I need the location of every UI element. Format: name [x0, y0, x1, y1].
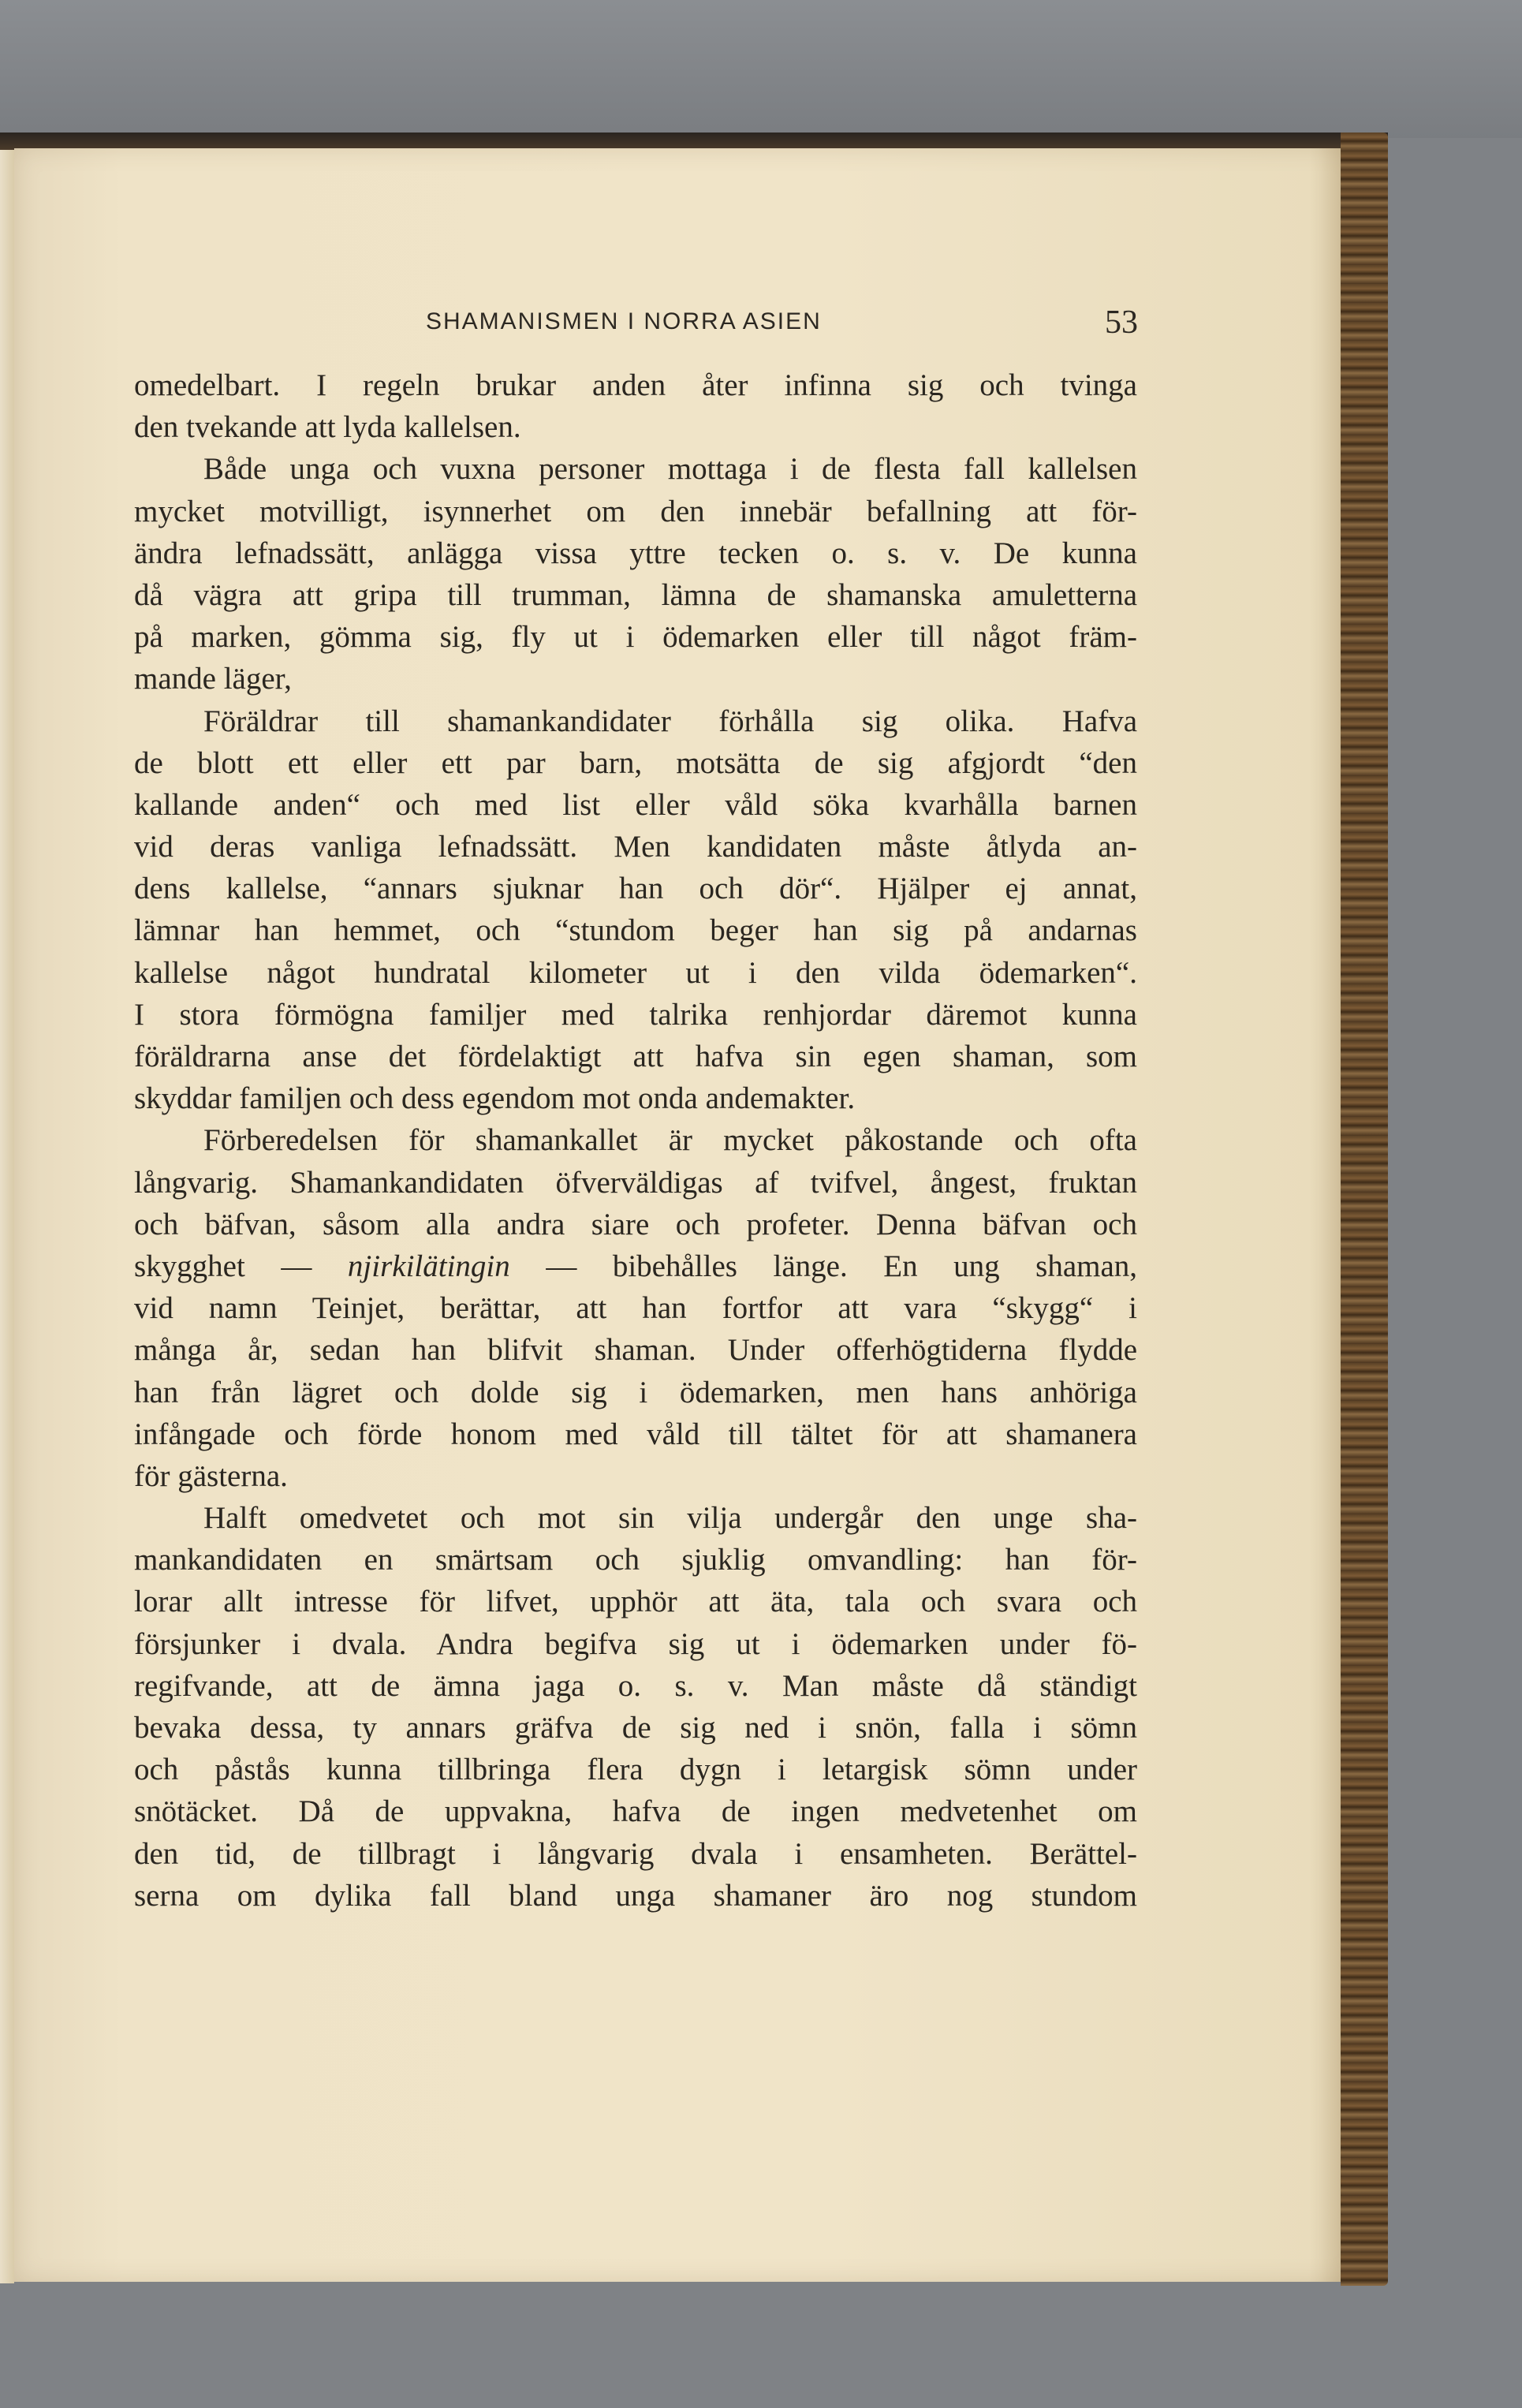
text-line: de blott ett eller ett par barn, motsätta de sig afgjordt “den [134, 745, 1137, 780]
text-line: omedelbart. I regeln brukar anden åter infinna sig och tvinga [134, 368, 1137, 402]
text-line: den tid, de tillbragt i långvarig dvala i ensamheten. Berättel- [134, 1836, 1137, 1871]
book-top-edge [0, 133, 1388, 150]
text-line: han från lägret och dolde sig i ödemarken, men hans anhöriga [134, 1375, 1137, 1409]
text-line: regifvande, att de ämna jaga o. s. v. Man måste då ständigt [134, 1668, 1137, 1703]
text-line: långvarig. Shamankandidaten öfverväldigas af tvifvel, ångest, fruktan [134, 1165, 1137, 1200]
text-line: för gästerna. [134, 1458, 288, 1493]
text-line: Föräldrar till shamankandidater förhålla sig olika. Hafva [203, 704, 1137, 738]
text-line: då vägra att gripa till trumman, lämna de shamanska amuletterna [134, 577, 1137, 612]
text-line: mycket motvilligt, isynnerhet om den innebär befallning att för- [134, 494, 1137, 528]
text-line: och påstås kunna tillbringa flera dygn i letargisk sömn under [134, 1753, 1137, 1787]
text-fragment: skygghet — [134, 1249, 312, 1283]
text-line: ändra lefnadssätt, anlägga vissa yttre tecken o. s. v. De kunna [134, 536, 1137, 570]
page-number: 53 [1105, 304, 1138, 341]
body-text [134, 364, 1137, 1917]
text-line: kallelse något hundratal kilometer ut i den vilda ödemarken“. [134, 955, 1137, 990]
text-line: skyddar familjen och dess egendom mot onda andemakter. [134, 1081, 856, 1116]
text-line: många år, sedan han blifvit shaman. Under offerhögtiderna flydde [134, 1333, 1137, 1368]
scan-background [0, 0, 1522, 138]
text-line: infångade och förde honom med våld till tältet för att shamanera [134, 1417, 1137, 1451]
text-line: Både unga och vuxna personer mottaga i de flesta fall kallelsen [203, 452, 1137, 487]
text-line: och bäfvan, såsom alla andra siare och profeter. Denna bäfvan och [134, 1207, 1137, 1241]
text-line: lorar allt intresse för lifvet, upphör att äta, tala och svara och [134, 1585, 1137, 1619]
italic-term: njirkilätingin [347, 1249, 510, 1283]
text-fragment: — bibehålles länge. En ung shaman, [546, 1249, 1137, 1283]
text-line: Förberedelsen för shamankallet är mycket påkostande och ofta [203, 1123, 1137, 1158]
text-line: på marken, gömma sig, fly ut i ödemarken eller till något främ- [134, 620, 1137, 655]
book-cover-edge [1341, 133, 1388, 2286]
text-line: föräldrarna anse det fördelaktigt att hafva sin egen shaman, som [134, 1040, 1137, 1073]
text-line: dens kallelse, “annars sjuknar han och dör“. Hjälper ej annat, [134, 872, 1137, 906]
text-line: försjunker i dvala. Andra begifva sig ut i ödemarken under fö- [134, 1626, 1137, 1661]
text-line: vid namn Teinjet, berättar, att han fortfor att vara “skygg“ i [134, 1291, 1137, 1326]
text-line: mankandidaten en smärtsam och sjuklig omvandling: han för- [134, 1543, 1137, 1577]
text-line: Halft omedvetet och mot sin vilja undergår den unge sha- [203, 1501, 1137, 1536]
running-head: SHAMANISMEN I NORRA ASIEN [426, 308, 822, 334]
text-line: serna om dylika fall bland unga shamaner äro nog stundom [134, 1878, 1137, 1913]
text-line-italic [134, 1245, 1137, 1287]
page-header [132, 304, 1138, 343]
text-line: snötäcket. Då de uppvakna, hafva de ingen medvetenhet om [134, 1794, 1137, 1829]
left-page-edge [0, 150, 14, 2283]
text-line: kallande anden“ och med list eller våld söka kvarhålla barnen [134, 787, 1137, 822]
text-line: I stora förmögna familjer med talrika renhjordar däremot kunna [134, 997, 1137, 1032]
text-line: lämnar han hemmet, och “stundom beger han sig på andarnas [134, 913, 1137, 948]
text-line: mande läger, [134, 662, 292, 696]
text-line: den tvekande att lyda kallelsen. [134, 410, 521, 445]
text-line: bevaka dessa, ty annars gräfva de sig ned i snön, falla i sömn [134, 1711, 1137, 1745]
text-line: vid deras vanliga lefnadssätt. Men kandidaten måste åtlyda an- [134, 830, 1137, 864]
